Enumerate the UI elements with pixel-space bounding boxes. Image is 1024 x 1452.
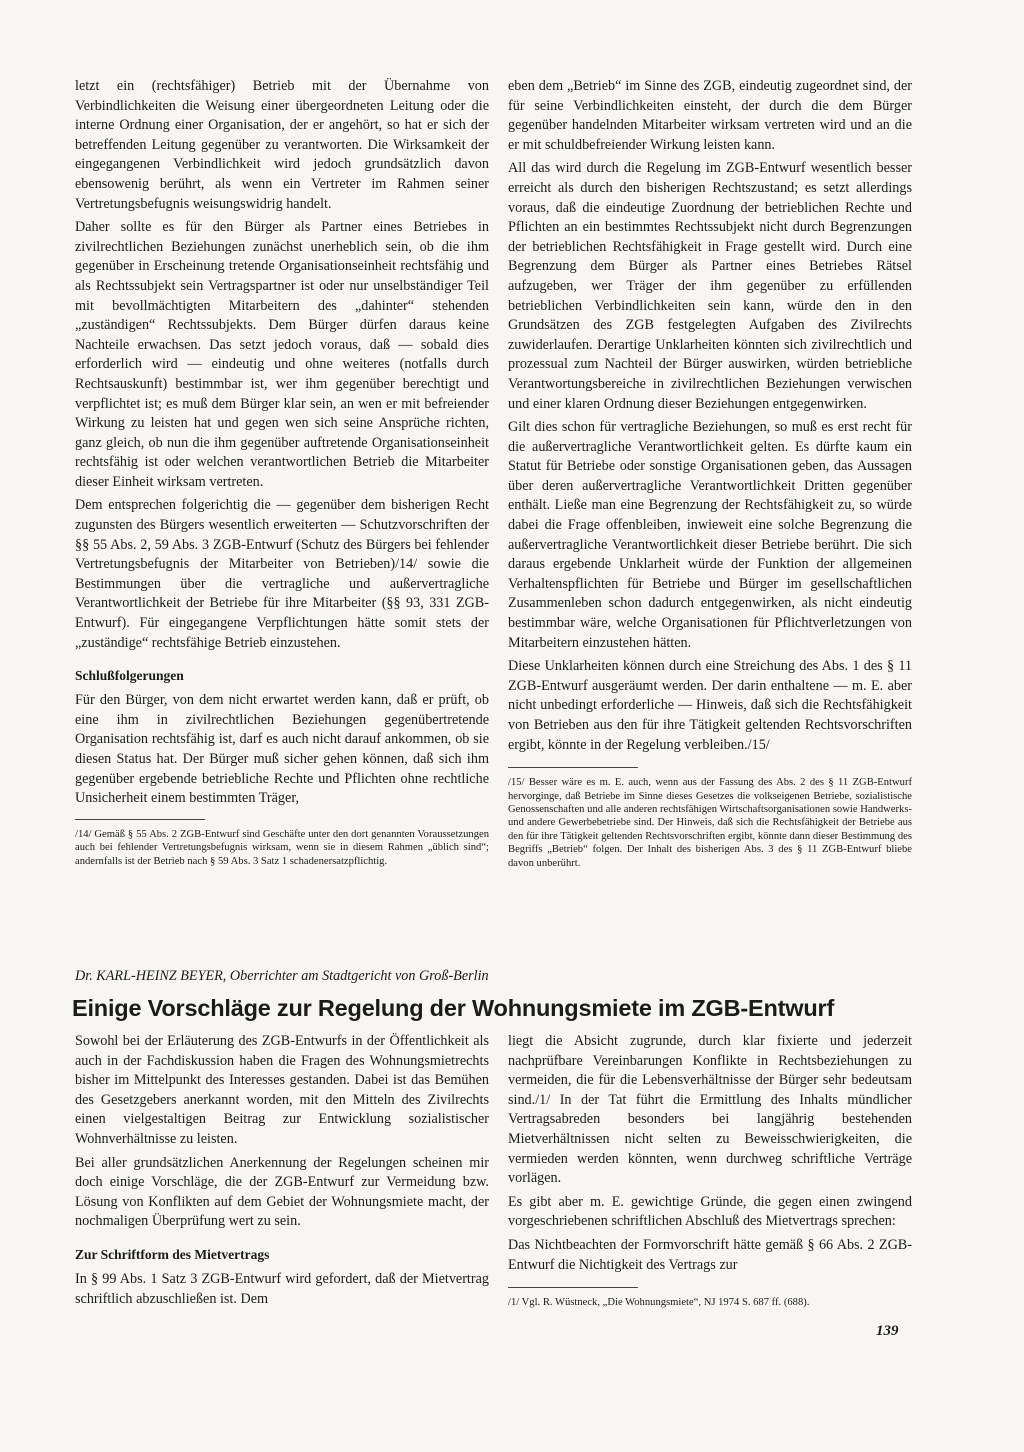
footnote-15: /15/ Besser wäre es m. E. auch, wenn aus der Fassung des Abs. 2 des § 11 ZGB-Entwurf hervorginge, daß Betriebe im Sinne dieses Gesetzes die volkseigenen Betriebe, sozialistische Genossenschaften und alle anderen rechtsfähigen Wirtschaftsorganisationen sowie Handwerks- und andere Gewerbebetriebe sind. Der Hinweis, daß sich die Rechtsfähigkeit der Betriebe aus den für ihre Tätigkeit geltenden Rechtsvorschriften ergibt, könnte dann dieser Bestimmung des Begriffs „Betrieb“ folgen. Der Inhalt des bisherigen Abs. 3 des § 11 ZGB-Entwurf bliebe davon unberührt. bbox=[508, 777, 912, 869]
body-paragraph: Bei aller grundsätzlichen Anerkennung der Regelungen scheinen mir doch einige Vorschläge, die der ZGB-Entwurf zur Vermeidung bzw. Lösung von Konflikten auf dem Gebiet der Wohnungsmiete macht, der nochmaligen Überprüfung wert zu sein. bbox=[75, 1154, 489, 1230]
body-paragraph: Diese Unklarheiten können durch eine Streichung des Abs. 1 des § 11 ZGB-Entwurf ausgeräumt werden. Der darin enthaltene — m. E. aber nicht unbedingt erforderliche — Hinweis, daß sich die Rechtsfähigkeit von Betrieben aus den für ihre Tätigkeit geltenden Rechtsvorschriften ergibt, könnte in der Regelung verbleiben./15/ bbox=[508, 658, 912, 753]
body-paragraph: Sowohl bei der Erläuterung des ZGB-Entwurfs in der Öffentlichkeit als auch in der Fachdiskussion haben die Fragen des Wohnungsmietrechts bisher im Mittelpunkt des Interesses gestanden. Dabei ist das Bemühen des Gesetzgebers anerkannt worden, mit den Mitteln des Zivilrechts einen vielgestaltigen Beitrag zur Entwicklung sozialistischer Wohnverhältnisse zu leisten. bbox=[75, 1033, 489, 1147]
footnote-divider bbox=[508, 767, 638, 768]
bottom-left-column bbox=[75, 1032, 489, 1313]
top-left-column bbox=[75, 77, 489, 868]
body-paragraph: All das wird durch die Regelung im ZGB-Entwurf wesentlich besser erreicht als durch den bisherigen Rechtszustand; es setzt allerdings voraus, daß die eindeutige Zuordnung der betrieblichen Rechte und Pflichten an ein bestimmtes Rechtssubjekt nicht durch Begrenzungen der betrieblichen Rechtsfähigkeit in Frage gestellt wird. Durch eine Begrenzung dem Bürger als Partner eines Betriebes Rätsel aufzugeben, wer Träger der ihm gegenüber zu erfüllenden betrieblichen Verbindlichkeiten sein kann, würde den in den Grundsätzen des ZGB festgelegten Aufgaben des Zivilrechts zuwiderlaufen. Derartige Unklarheiten könnten sich zivilrechtlich und prozessual zum Nachteil der Bürger auswirken, würden betriebliche Verantwortungsbereiche in zivilrechtlichen Beziehungen verwischen und einer klaren Ordnung dieser Beziehungen entgegenwirken. bbox=[508, 160, 912, 412]
body-paragraph: In § 99 Abs. 1 Satz 3 ZGB-Entwurf wird gefordert, daß der Mietvertrag schriftlich abzuschließen ist. Dem bbox=[75, 1270, 489, 1307]
top-right-column bbox=[508, 77, 912, 870]
body-paragraph: Es gibt aber m. E. gewichtige Gründe, die gegen einen zwingend vorgeschriebenen schriftlichen Abschluß des Mietvertrags sprechen: bbox=[508, 1193, 912, 1230]
section-heading: Zur Schriftform des Mietvertrags bbox=[75, 1246, 270, 1262]
body-paragraph: Dem entsprechen folgerichtig die — gegenüber dem bisherigen Recht zugunsten des Bürgers wesentlich erweiterten — Schutzvorschriften der §§ 55 Abs. 2, 59 Abs. 3 ZGB-Entwurf (Schutz des Bürgers bei fehlender Vertretungsbefugnis der Mitarbeiter von Betrieben)/14/ sowie die Bestimmungen über die vertragliche und außervertragliche Verantwortlichkeit der Betriebe für ihre Mitarbeiter (§§ 93, 331 ZGB-Entwurf). Für eingegangene Verpflichtungen hätte somit stets der „zuständige“ rechtsfähige Betrieb einzustehen. bbox=[75, 497, 489, 651]
body-paragraph: eben dem „Betrieb“ im Sinne des ZGB, eindeutig zugeordnet sind, der für seine Verbindlichkeiten einsteht, der durch die dem Bürger gegenüber handelnden Mitarbeiter wirksam vertreten wird und an die er mit schuldbefreiender Wirkung leisten kann. bbox=[508, 78, 912, 153]
body-paragraph: Das Nichtbeachten der Formvorschrift hätte gemäß § 66 Abs. 2 ZGB-Entwurf die Nichtigkeit des Vertrags zur bbox=[508, 1236, 912, 1273]
footnote-divider bbox=[75, 819, 205, 820]
section-heading: Schlußfolgerungen bbox=[75, 668, 184, 684]
article-title: Einige Vorschläge zur Regelung der Wohnungsmiete im ZGB-Entwurf bbox=[72, 995, 835, 1021]
body-paragraph: Daher sollte es für den Bürger als Partner eines Betriebes in zivilrechtlichen Beziehungen zunächst unerheblich sein, ob die ihm gegenüber in Erscheinung tretende Organisationseinheit rechtsfähig und als Rechtssubjekt sein Vertragspartner ist oder nur unselbständiger Teil mit bevollmächtigten Mitarbeitern des „dahinter“ stehenden „zuständigen“ Rechtssubjekts. Dem Bürger dürfen daraus keine Nachteile erwachsen. Das setzt jedoch voraus, daß — sobald dies erforderlich wird — eindeutig und ohne weiteres (notfalls durch Rechtsauskunft) bestimmbar ist, wer ihm gegenüber berechtigt und verpflichtet ist; es muß dem Bürger klar sein, an wen er mit befreiender Wirkung zu leisten hat und gegen wen sich seine Ansprüche richten, ganz gleich, ob nun die ihm gegenüber auftretende Organisationseinheit rechtsfähig ist oder welchen verantwortlichen Betrieb die Mitarbeiter dieser Einheit wirksam vertreten. bbox=[75, 219, 489, 490]
body-paragraph: liegt die Absicht zugrunde, durch klar fixierte und jederzeit nachprüfbare Vereinbarungen Konflikte in Rechtsbeziehungen zu vermeiden, die für die Lebensverhältnisse der Bürger sehr bedeutsam sind./1/ In der Tat führt die Ermittlung des Inhalts mündlicher Vertragsabreden besonders bei langjährig bestehenden Mietverhältnissen nicht selten zu Beweisschwierigkeiten, die vermieden werden könnten, wenn durchweg schriftliche Verträge vorlägen. bbox=[508, 1033, 912, 1187]
footnote-divider bbox=[508, 1287, 638, 1288]
page-number: 139 bbox=[876, 1323, 899, 1339]
bottom-right-column bbox=[508, 1032, 912, 1310]
article-author: Dr. KARL-HEINZ BEYER, Oberrichter am Stadtgericht von Groß-Berlin bbox=[75, 968, 489, 984]
footnote-14: /14/ Gemäß § 55 Abs. 2 ZGB-Entwurf sind Geschäfte unter den dort genannten Voraussetzungen auch bei fehlender Vertretungsbefugnis wirksam, wenn sie in diesem Rahmen „üblich sind“; andernfalls ist der Betrieb nach § 59 Abs. 3 Satz 1 schadenersatzpflichtig. bbox=[75, 828, 489, 867]
body-paragraph: Gilt dies schon für vertragliche Beziehungen, so muß es erst recht für die außervertragliche Verantwortlichkeit gelten. Es dürfte kaum ein Statut für Betriebe oder sonstige Organisationen geben, das Aussagen über deren außervertragliche Verantwortlichkeit Dritten gegenüber enthält. Ließe man eine Begrenzung der Rechtsfähigkeit zu, so würde dabei die Frage offenbleiben, inwieweit eine solche Begrenzung die außervertragliche Verantwortlichkeit dieser Betriebe berührt. Die sich daraus ergebende Unklarheit würde der Funktion der allgemeinen Verhaltenspflichten für Betriebe und Bürger im gesellschaftlichen Zusammenleben schon dadurch entgegenwirken, als nicht eindeutig bestimmbar wäre, welche Organisationen für Pflichtverletzungen von Mitarbeitern einzustehen hätten. bbox=[508, 419, 912, 651]
body-paragraph: letzt ein (rechtsfähiger) Betrieb mit der Übernahme von Verbindlichkeiten die Weisung einer übergeordneten Leitung oder die interne Ordnung einer Organisation, der er angehört, so hat er sich der betreffenden Leitung gegenüber zu verantworten. Die Wirksamkeit der eingegangenen Verbindlichkeit wird jedoch grundsätzlich davon ebensowenig berührt, als wenn ein Vertreter im Rahmen seiner Vertretungsbefugnis weisungswidrig handelt. bbox=[75, 78, 489, 212]
footnote-1: /1/ Vgl. R. Wüstneck, „Die Wohnungsmiete“, NJ 1974 S. 687 ff. (688). bbox=[508, 1297, 810, 1309]
body-paragraph: Für den Bürger, von dem nicht erwartet werden kann, daß er prüft, ob eine ihm in zivilrechtlichen Beziehungen gegenübertretende Organisation rechtsfähig ist, darf es auch nicht darauf ankommen, ob sie diesen Status hat. Der Bürger muß sicher gehen können, daß sich ihm gegenüber ergebende betriebliche Rechte und Pflichten ohne rechtliche Unsicherheit einem bestimmten Träger, bbox=[75, 692, 489, 807]
